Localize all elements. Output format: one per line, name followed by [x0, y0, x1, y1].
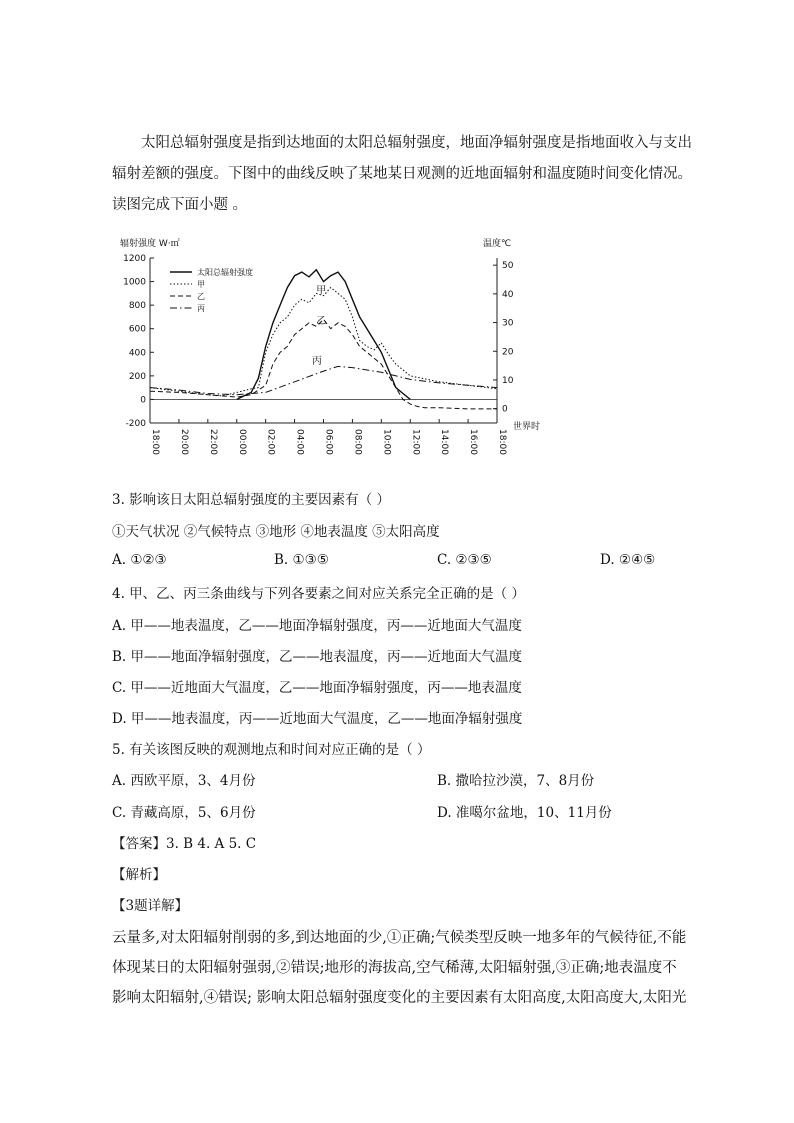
question-4-option-c: C. 甲——近地面大气温度，乙——地面净辐射强度，丙——地表温度	[112, 680, 522, 696]
question-5-option-a: A. 西欧平原，3、4月份	[112, 773, 256, 789]
x-tick-label: 06:00	[323, 429, 334, 455]
left-tick-label: 1200	[123, 254, 146, 264]
intro-line-1: 太阳总辐射强度是指到达地面的太阳总辐射强度，地面净辐射强度是指地面收入与支出	[141, 135, 692, 151]
x-tick-label: 18:00	[497, 429, 507, 455]
x-tick-label: 16:00	[468, 429, 479, 455]
x-tick-label: 04:00	[294, 429, 305, 455]
left-tick-label: -200	[125, 419, 146, 429]
legend-label: 太阳总辐射强度	[197, 268, 253, 277]
explanation-line-2: 体现某日的太阳辐射强弱,②错误;地形的海拔高,空气稀薄,太阳辐射强,③正确;地表温度不	[112, 960, 677, 976]
question-3-option-d: D. ②④⑤	[600, 552, 656, 568]
curve-annotation: 乙	[316, 316, 327, 327]
x-tick-label: 00:00	[236, 429, 247, 455]
intro-paragraph	[112, 128, 692, 221]
x-tick-label: 10:00	[381, 429, 392, 455]
left-tick-label: 600	[128, 324, 146, 335]
x-tick-label: 12:00	[410, 429, 421, 455]
question-4-option-b: B. 甲——地面净辐射强度，乙——地表温度，丙——近地面大气温度	[112, 649, 523, 665]
x-tick-label: 14:00	[439, 429, 450, 455]
intro-line-2: 辐射差额的强度。下图中的曲线反映了某地某日观测的近地面辐射和温度随时间变化情况。	[112, 166, 692, 182]
analysis-title: 【解析】	[112, 867, 166, 883]
right-tick-label: 0	[502, 404, 508, 415]
right-tick-label: 40	[502, 289, 514, 300]
left-tick-label: 0	[140, 395, 146, 406]
explanation-paragraph	[112, 923, 692, 1013]
series-line-3	[150, 319, 497, 409]
right-tick-label: 50	[502, 261, 514, 272]
x-tick-label: 08:00	[352, 429, 363, 455]
left-tick-label: 1000	[123, 277, 146, 288]
right-axis-label: 温度℃	[483, 239, 512, 249]
right-tick-label: 30	[502, 318, 514, 329]
right-tick-label: 20	[502, 347, 514, 358]
x-axis-label: 世界时	[513, 422, 541, 432]
left-tick-label: 800	[128, 301, 146, 312]
legend-label: 乙	[197, 292, 205, 301]
left-axis-label: 辐射强度 W·㎡	[120, 239, 180, 249]
question-3-option-c: C. ②③⑤	[437, 552, 492, 568]
left-tick-label: 400	[128, 348, 146, 359]
question-3-items: ①天气状况 ②气候特点 ③地形 ④地表温度 ⑤太阳高度	[112, 524, 440, 540]
legend-label: 甲	[197, 280, 205, 289]
left-tick-label: 200	[128, 371, 146, 382]
series-line-4	[150, 366, 497, 394]
intro-line-3: 读图完成下面小题 。	[112, 197, 248, 213]
question-3-option-b: B. ①③⑤	[274, 552, 329, 568]
curve-annotation: 丙	[311, 356, 322, 368]
question-3-stem: 3. 影响该日太阳总辐射强度的主要因素有（ ）	[112, 492, 390, 508]
question-4-option-a: A. 甲——地表温度，乙——地面净辐射强度，丙——近地面大气温度	[112, 618, 522, 634]
question-5-option-b: B. 撒哈拉沙漠，7、8月份	[437, 773, 595, 789]
question-4-stem: 4. 甲、乙、丙三条曲线与下列各要素之间对应关系完全正确的是（ ）	[112, 586, 525, 602]
detail-title: 【3题详解】	[112, 898, 189, 914]
x-tick-label: 22:00	[207, 429, 218, 455]
curve-annotation: 甲	[316, 285, 327, 297]
explanation-line-1: 云量多,对太阳辐射削弱的多,到达地面的少,①正确;气候类型反映一地多年的气候待征,不能	[112, 930, 687, 946]
explanation-line-3: 影响太阳辐射,④错误; 影响太阳总辐射强度变化的主要因素有太阳高度,太阳高度大,太阳光	[112, 990, 687, 1006]
legend-label: 丙	[197, 304, 205, 313]
x-tick-label: 02:00	[265, 429, 276, 455]
radiation-temperature-chart	[112, 232, 552, 462]
question-5-option-d: D. 准噶尔盆地，10、11月份	[437, 805, 612, 821]
question-3-option-a: A. ①②③	[112, 552, 167, 568]
question-5-option-c: C. 青藏高原，5、6月份	[112, 805, 256, 821]
x-tick-label: 18:00	[150, 429, 160, 455]
right-tick-label: 10	[502, 375, 514, 386]
answer-line: 【答案】3. B 4. A 5. C	[112, 836, 257, 852]
question-4-option-d: D. 甲——地表温度，丙——近地面大气温度，乙——地面净辐射强度	[112, 711, 523, 727]
question-5-stem: 5. 有关该图反映的观测地点和时间对应正确的是（ ）	[112, 742, 431, 758]
x-tick-label: 20:00	[178, 429, 189, 455]
